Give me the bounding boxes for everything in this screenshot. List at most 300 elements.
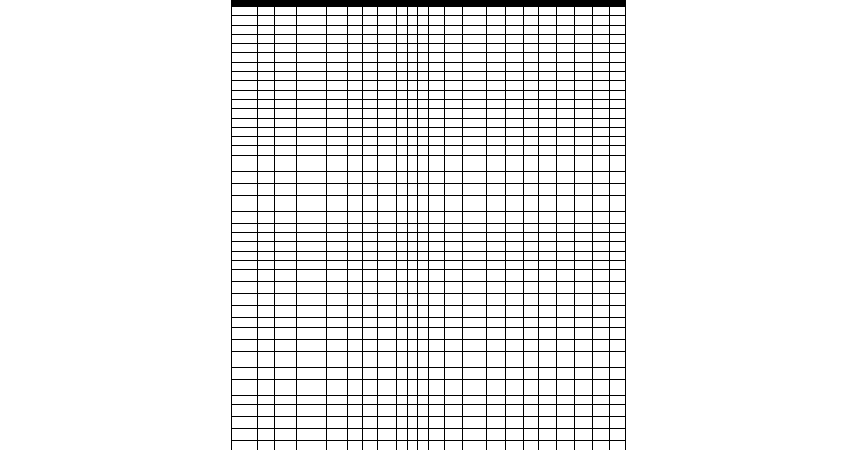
table-cell <box>506 306 524 318</box>
table-cell <box>363 306 378 318</box>
table-cell <box>524 306 539 318</box>
table-cell <box>428 327 444 339</box>
table-cell <box>296 379 327 395</box>
table-cell <box>592 260 609 269</box>
table-cell <box>232 379 258 395</box>
table-cell <box>428 351 444 367</box>
table-cell <box>397 183 408 195</box>
table-cell <box>592 72 609 81</box>
table-row <box>232 16 626 25</box>
table-cell <box>428 53 444 62</box>
table-cell <box>556 118 574 127</box>
table-cell <box>444 72 462 81</box>
table-cell <box>506 171 524 183</box>
table-cell <box>258 211 275 223</box>
table-cell <box>524 440 539 450</box>
table-cell <box>296 7 327 16</box>
table-cell <box>348 25 363 34</box>
table-cell <box>592 327 609 339</box>
table-cell <box>428 171 444 183</box>
table-cell <box>232 318 258 327</box>
table-cell <box>524 367 539 379</box>
table-cell <box>487 251 506 260</box>
table-cell <box>296 62 327 71</box>
table-cell <box>574 127 592 136</box>
table-cell <box>275 318 296 327</box>
table-cell <box>296 155 327 171</box>
table-row <box>232 351 626 367</box>
table-cell <box>487 90 506 99</box>
table-cell <box>327 270 348 282</box>
table-cell <box>327 440 348 450</box>
table-cell <box>556 306 574 318</box>
table-cell <box>444 306 462 318</box>
table-row <box>232 25 626 34</box>
table-cell <box>397 155 408 171</box>
table-cell <box>232 81 258 90</box>
table-cell <box>378 7 397 16</box>
table-cell <box>609 351 625 367</box>
table-cell <box>258 16 275 25</box>
table-cell <box>418 155 429 171</box>
table-cell <box>378 428 397 440</box>
table-cell <box>592 242 609 251</box>
table-cell <box>524 351 539 367</box>
table-cell <box>258 137 275 146</box>
table-cell <box>462 294 486 306</box>
table-cell <box>462 90 486 99</box>
table-cell <box>348 282 363 294</box>
table-cell <box>258 379 275 395</box>
table-cell <box>275 118 296 127</box>
table-cell <box>556 90 574 99</box>
table-cell <box>275 127 296 136</box>
table-cell <box>444 395 462 404</box>
table-cell <box>327 195 348 211</box>
table-cell <box>378 211 397 223</box>
table-cell <box>506 16 524 25</box>
table-cell <box>574 233 592 242</box>
table-cell <box>574 90 592 99</box>
table-cell <box>275 211 296 223</box>
table-cell <box>296 260 327 269</box>
table-cell <box>538 7 556 16</box>
table-cell <box>232 34 258 43</box>
table-cell <box>592 146 609 155</box>
table-cell <box>574 137 592 146</box>
table-cell <box>462 351 486 367</box>
table-cell <box>418 233 429 242</box>
table-cell <box>258 90 275 99</box>
table-cell <box>428 379 444 395</box>
table-cell <box>592 379 609 395</box>
table-cell <box>296 109 327 118</box>
table-cell <box>444 16 462 25</box>
table-cell <box>418 223 429 232</box>
table-cell <box>556 223 574 232</box>
table-cell <box>524 327 539 339</box>
table-cell <box>407 81 418 90</box>
table-cell <box>462 211 486 223</box>
table-row <box>232 428 626 440</box>
table-cell <box>275 99 296 108</box>
table-cell <box>462 395 486 404</box>
table-cell <box>506 282 524 294</box>
table-cell <box>275 339 296 351</box>
table-cell <box>428 395 444 404</box>
table-cell <box>296 294 327 306</box>
table-cell <box>556 155 574 171</box>
table-cell <box>538 294 556 306</box>
table-cell <box>462 44 486 53</box>
table-cell <box>258 233 275 242</box>
table-cell <box>378 25 397 34</box>
table-cell <box>258 81 275 90</box>
table-cell <box>348 137 363 146</box>
table-cell <box>378 72 397 81</box>
table-cell <box>397 440 408 450</box>
table-cell <box>275 242 296 251</box>
table-cell <box>574 339 592 351</box>
table-cell <box>444 25 462 34</box>
table-cell <box>487 440 506 450</box>
table-cell <box>296 367 327 379</box>
table-cell <box>363 137 378 146</box>
table-cell <box>462 327 486 339</box>
table-cell <box>418 118 429 127</box>
table-cell <box>397 327 408 339</box>
table-cell <box>592 339 609 351</box>
table-cell <box>397 146 408 155</box>
data-table <box>231 0 626 450</box>
table-cell <box>609 171 625 183</box>
table-cell <box>407 223 418 232</box>
table-cell <box>378 351 397 367</box>
table-cell <box>296 137 327 146</box>
table-cell <box>397 306 408 318</box>
table-cell <box>487 223 506 232</box>
table-cell <box>556 270 574 282</box>
table-cell <box>378 34 397 43</box>
table-cell <box>462 339 486 351</box>
table-cell <box>363 25 378 34</box>
table-cell <box>524 146 539 155</box>
table-cell <box>592 16 609 25</box>
table-cell <box>296 270 327 282</box>
table-cell <box>462 99 486 108</box>
table-cell <box>462 127 486 136</box>
table-cell <box>506 183 524 195</box>
table-cell <box>397 34 408 43</box>
table-row <box>232 137 626 146</box>
table-cell <box>444 183 462 195</box>
table-cell <box>327 367 348 379</box>
table-cell <box>524 155 539 171</box>
table-cell <box>506 339 524 351</box>
table-cell <box>296 440 327 450</box>
table-cell <box>556 137 574 146</box>
table-cell <box>487 81 506 90</box>
table-cell <box>428 440 444 450</box>
table-cell <box>327 260 348 269</box>
table-cell <box>444 416 462 428</box>
table-cell <box>397 379 408 395</box>
table-cell <box>275 16 296 25</box>
table-cell <box>506 242 524 251</box>
table-cell <box>363 404 378 416</box>
table-cell <box>592 440 609 450</box>
table-cell <box>232 62 258 71</box>
table-cell <box>538 270 556 282</box>
table-cell <box>296 339 327 351</box>
table-cell <box>232 155 258 171</box>
table-cell <box>258 155 275 171</box>
table-cell <box>296 34 327 43</box>
table-cell <box>609 118 625 127</box>
table-cell <box>363 99 378 108</box>
table-cell <box>232 404 258 416</box>
table-cell <box>462 440 486 450</box>
table-cell <box>609 379 625 395</box>
table-cell <box>556 260 574 269</box>
table-cell <box>428 242 444 251</box>
table-cell <box>574 318 592 327</box>
table-cell <box>444 318 462 327</box>
table-cell <box>444 127 462 136</box>
table-cell <box>378 62 397 71</box>
table-cell <box>428 318 444 327</box>
table-cell <box>506 327 524 339</box>
table-cell <box>418 183 429 195</box>
table-cell <box>556 16 574 25</box>
table-cell <box>418 251 429 260</box>
table-cell <box>397 367 408 379</box>
table-cell <box>378 146 397 155</box>
table-cell <box>407 416 418 428</box>
table-cell <box>609 294 625 306</box>
table-cell <box>296 72 327 81</box>
table-cell <box>407 282 418 294</box>
table-cell <box>397 416 408 428</box>
table-cell <box>506 81 524 90</box>
table-cell <box>418 195 429 211</box>
table-cell <box>232 137 258 146</box>
table-cell <box>407 7 418 16</box>
table-cell <box>418 72 429 81</box>
table-cell <box>363 270 378 282</box>
table-cell <box>275 44 296 53</box>
table-cell <box>556 25 574 34</box>
table-cell <box>348 171 363 183</box>
table-cell <box>418 7 429 16</box>
table-cell <box>348 81 363 90</box>
table-cell <box>506 62 524 71</box>
table-row <box>232 90 626 99</box>
table-cell <box>574 81 592 90</box>
table-cell <box>462 242 486 251</box>
table-cell <box>232 260 258 269</box>
table-cell <box>363 282 378 294</box>
table-cell <box>462 416 486 428</box>
table-cell <box>378 416 397 428</box>
table-cell <box>327 294 348 306</box>
table-cell <box>407 294 418 306</box>
table-cell <box>348 251 363 260</box>
table-cell <box>418 395 429 404</box>
table-cell <box>407 367 418 379</box>
table-cell <box>487 137 506 146</box>
table-cell <box>348 404 363 416</box>
table-cell <box>232 270 258 282</box>
table-cell <box>418 260 429 269</box>
table-cell <box>556 440 574 450</box>
table-cell <box>524 90 539 99</box>
table-cell <box>428 294 444 306</box>
table-cell <box>407 72 418 81</box>
table-cell <box>592 99 609 108</box>
table-cell <box>556 379 574 395</box>
table-cell <box>363 367 378 379</box>
table-cell <box>609 318 625 327</box>
table-cell <box>275 53 296 62</box>
table-cell <box>407 155 418 171</box>
table-cell <box>327 351 348 367</box>
table-cell <box>275 233 296 242</box>
table-cell <box>574 109 592 118</box>
table-cell <box>524 270 539 282</box>
table-cell <box>275 416 296 428</box>
table-cell <box>556 34 574 43</box>
table-cell <box>524 99 539 108</box>
table-cell <box>418 282 429 294</box>
table-cell <box>378 367 397 379</box>
table-cell <box>363 211 378 223</box>
table-cell <box>592 211 609 223</box>
table-cell <box>232 211 258 223</box>
table-cell <box>418 34 429 43</box>
table-cell <box>407 109 418 118</box>
table-row <box>232 282 626 294</box>
table-cell <box>407 118 418 127</box>
table-cell <box>418 242 429 251</box>
table-cell <box>407 53 418 62</box>
table-cell <box>487 211 506 223</box>
table-cell <box>506 211 524 223</box>
table-cell <box>232 294 258 306</box>
table-cell <box>462 404 486 416</box>
table-row <box>232 53 626 62</box>
table-cell <box>397 351 408 367</box>
table-cell <box>574 351 592 367</box>
table-cell <box>506 137 524 146</box>
table-cell <box>462 428 486 440</box>
table-cell <box>397 171 408 183</box>
table-cell <box>487 155 506 171</box>
table-cell <box>397 127 408 136</box>
table-cell <box>556 183 574 195</box>
table-cell <box>363 16 378 25</box>
table-cell <box>556 416 574 428</box>
table-cell <box>524 416 539 428</box>
table-cell <box>232 118 258 127</box>
table-cell <box>609 146 625 155</box>
table-cell <box>574 379 592 395</box>
table-cell <box>462 379 486 395</box>
table-cell <box>363 233 378 242</box>
table-cell <box>524 72 539 81</box>
table-cell <box>487 379 506 395</box>
table-cell <box>574 294 592 306</box>
table-cell <box>378 81 397 90</box>
table-cell <box>327 233 348 242</box>
table-cell <box>592 155 609 171</box>
table-cell <box>275 90 296 99</box>
table-cell <box>538 416 556 428</box>
table-cell <box>428 155 444 171</box>
table-cell <box>407 62 418 71</box>
table-cell <box>397 282 408 294</box>
table-cell <box>524 428 539 440</box>
table-cell <box>407 351 418 367</box>
table-cell <box>487 260 506 269</box>
table-cell <box>418 109 429 118</box>
table-cell <box>407 233 418 242</box>
table-cell <box>258 109 275 118</box>
table-row <box>232 294 626 306</box>
table-cell <box>418 25 429 34</box>
table-cell <box>487 146 506 155</box>
table-cell <box>296 183 327 195</box>
table-cell <box>363 146 378 155</box>
table-cell <box>397 270 408 282</box>
table-cell <box>592 306 609 318</box>
table-cell <box>524 81 539 90</box>
table-cell <box>428 34 444 43</box>
table-cell <box>378 53 397 62</box>
table-cell <box>397 62 408 71</box>
table-cell <box>232 327 258 339</box>
table-cell <box>462 270 486 282</box>
table-cell <box>232 72 258 81</box>
table-cell <box>348 109 363 118</box>
table-cell <box>232 440 258 450</box>
table-cell <box>538 62 556 71</box>
table-cell <box>538 109 556 118</box>
table-cell <box>327 81 348 90</box>
table-cell <box>609 367 625 379</box>
table-cell <box>258 367 275 379</box>
table-cell <box>232 351 258 367</box>
table-cell <box>556 242 574 251</box>
table-cell <box>397 318 408 327</box>
table-cell <box>444 339 462 351</box>
table-cell <box>428 99 444 108</box>
table-cell <box>506 416 524 428</box>
table-cell <box>506 72 524 81</box>
table-cell <box>348 379 363 395</box>
table-cell <box>506 233 524 242</box>
table-cell <box>444 137 462 146</box>
table-cell <box>296 416 327 428</box>
table-cell <box>444 53 462 62</box>
table-cell <box>444 428 462 440</box>
table-cell <box>378 404 397 416</box>
table-row <box>232 416 626 428</box>
table-cell <box>444 62 462 71</box>
table-cell <box>275 109 296 118</box>
table-cell <box>506 318 524 327</box>
table-row <box>232 195 626 211</box>
